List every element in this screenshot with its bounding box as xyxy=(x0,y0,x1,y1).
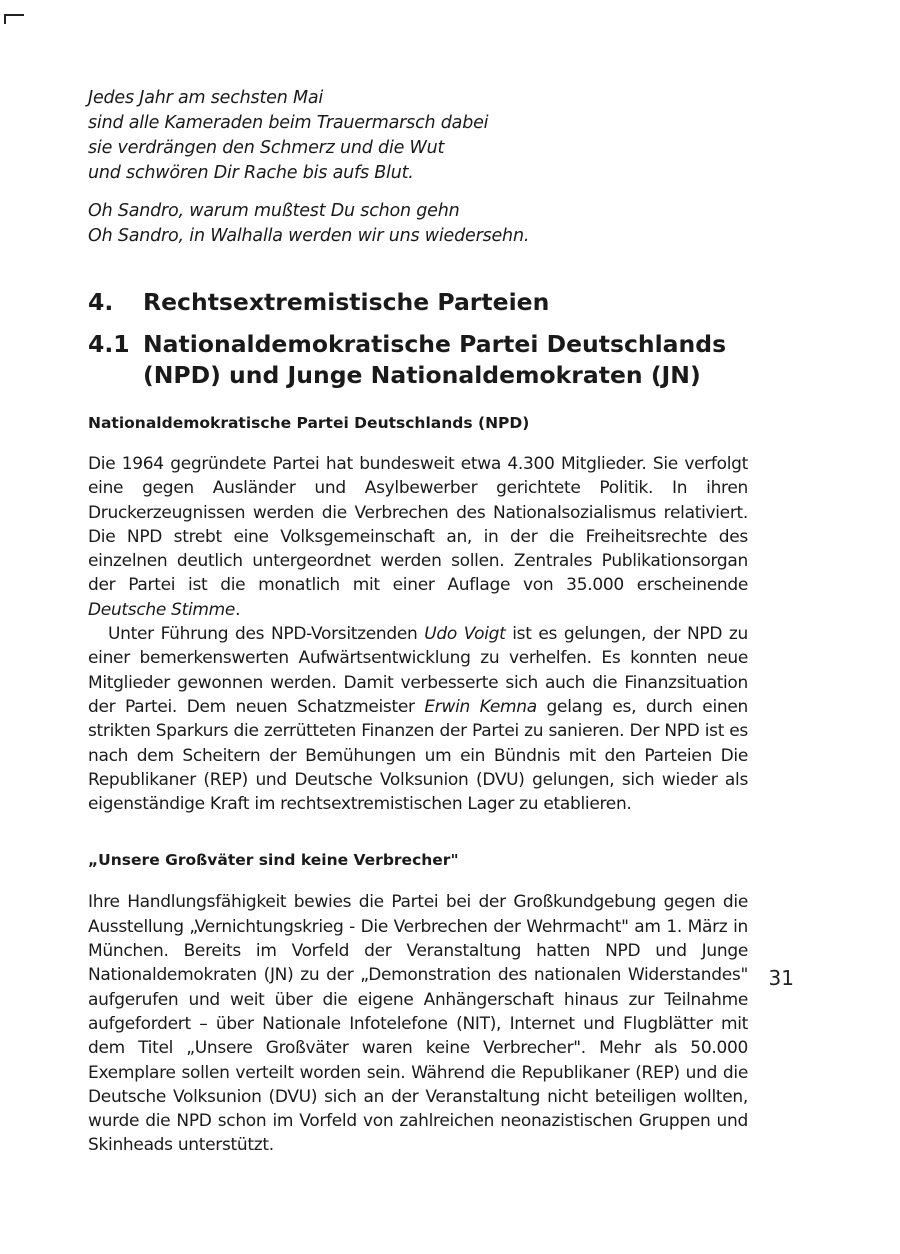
poem-line: Oh Sandro, warum mußtest Du schon gehn xyxy=(88,201,460,221)
page-content xyxy=(88,86,748,1158)
paragraph-text: . xyxy=(235,599,241,620)
poem-line: und schwören Dir Rache bis aufs Blut. xyxy=(88,163,414,183)
poem xyxy=(88,86,748,249)
chapter-title: Rechtsextremistische Parteien xyxy=(143,288,550,316)
subsection-heading: Nationaldemokratische Partei Deutschlands (NPD) xyxy=(88,414,530,432)
paragraph: Ihre Handlungsfähigkeit bewies die Partei bei der Großkundgebung gegen die Ausstellung „Vernichtungskrieg - Die Verbrechen der Wehrmacht" am 1. März in München. Bereits im Vorfeld der Veranstaltung hatten NPD und Junge Nationaldemokraten (JN) zu der „Demonstration des nationalen Widerstandes" aufgerufen und weit über die eigene Anhängerschaft hinaus zur Teilnahme aufgefordert – über Nationale Infotelefone (NIT), Internet und Flugblätter mit dem Titel „Unsere Großväter waren keine Verbrecher". Mehr als 50.000 Exemplare sollen verteilt worden sein. Während die Republikaner (REP) und die Deutsche Volksunion (DVU) sich an der Veranstaltung nicht beteiligen wollten, wurde die NPD schon im Vorfeld von zahlreichen neonazistischen Gruppen und Skinheads unterstützt. xyxy=(88,892,748,1156)
chapter-heading xyxy=(88,287,748,317)
emphasis-person: Udo Voigt xyxy=(424,624,506,645)
poem-line: Oh Sandro, in Walhalla werden wir uns wiedersehn. xyxy=(88,226,530,246)
paragraph-text: gelang es, durch einen strikten Sparkurs die zerrütteten Finanzen der Partei zu sanieren. Der NPD ist es nach dem Scheitern der Bemühungen um ein Bündnis mit den Parteien Die Republikaner (REP) und Deutsche Volksunion (DVU) gelungen, sich wieder als eigenständige Kraft im rechtsextremistischen Lager zu etablieren. xyxy=(88,696,748,815)
paragraph-text: Unter Führung des NPD-Vorsitzenden xyxy=(108,624,425,645)
emphasis-publication: Deutsche Stimme xyxy=(88,599,236,620)
poem-line: sind alle Kameraden beim Trauermarsch dabei xyxy=(88,113,489,133)
paragraph-text: ist es gelungen, der NPD zu einer bemerkenswerten Aufwärtsentwicklung zu verhelfen. Es konnten neue Mitglieder gewonnen werden. Damit verbesserte sich auch die Finanzsituation der Partei. Dem neuen Schatzmeister xyxy=(88,624,748,717)
paragraph xyxy=(88,622,748,816)
chapter-number: 4. xyxy=(88,288,114,316)
section-heading xyxy=(88,329,748,391)
poem-line: Jedes Jahr am sechsten Mai xyxy=(88,88,324,108)
section-subheading: „Unsere Großväter sind keine Verbrecher" xyxy=(88,851,459,870)
section-title: Nationaldemokratische Partei Deutschlands (NPD) und Junge Nationaldemokraten (JN) xyxy=(143,330,727,389)
section-number: 4.1 xyxy=(88,330,130,358)
page-number: 31 xyxy=(768,966,794,990)
crop-mark xyxy=(4,14,24,24)
poem-line: sie verdrängen den Schmerz und die Wut xyxy=(88,138,445,158)
stanza-gap xyxy=(88,186,748,199)
paragraph xyxy=(88,452,748,622)
emphasis-person: Erwin Kemna xyxy=(424,696,537,717)
paragraph-text: Die 1964 gegründete Partei hat bundesweit etwa 4.300 Mitglieder. Sie verfolgt eine gegen Ausländer und Asylbewerber gerichtete Politik. In ihren Druckerzeugnissen werden die Verbrechen des Nationalsozialismus relativiert. Die NPD strebt eine Volksgemeinschaft an, in der die Freiheitsrechte des einzelnen deutlich untergeordnet werden sollen. Zentrales Publikationsorgan der Partei ist die monatlich mit einer Auflage von 35.000 erscheinende xyxy=(88,454,748,596)
